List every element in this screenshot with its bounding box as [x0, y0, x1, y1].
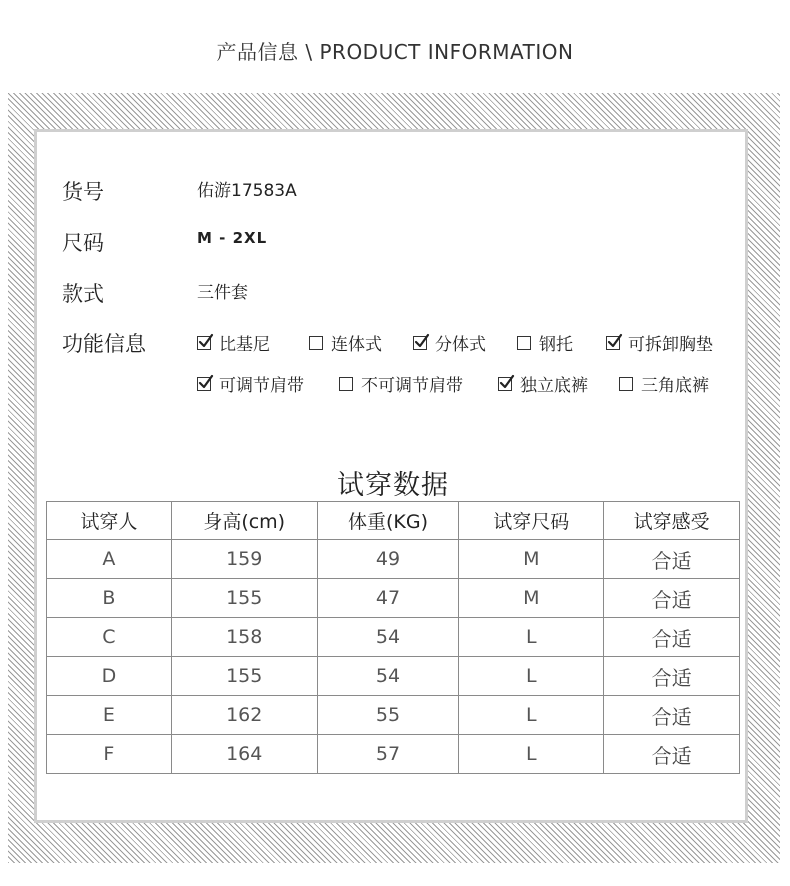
page-title: 产品信息 \ PRODUCT INFORMATION [216, 40, 574, 64]
function-option[interactable] [197, 371, 304, 396]
table-row [47, 618, 740, 657]
cell-weight: 47 [317, 579, 459, 618]
fit-table-title: 试穿数据 [337, 470, 449, 501]
cell-tester: B [47, 579, 172, 618]
cell-tester: E [47, 696, 172, 735]
cell-height: 155 [171, 579, 317, 618]
function-option[interactable] [517, 330, 573, 355]
function-option[interactable] [619, 371, 709, 396]
function-option[interactable] [309, 330, 382, 355]
header-feeling: 试穿感受 [604, 502, 740, 540]
table-row [47, 657, 740, 696]
function-option-label: 连体式 [331, 335, 382, 355]
size-label: 尺码 [62, 231, 104, 255]
header-tester: 试穿人 [47, 502, 172, 540]
sku-value: 佑游17583A [197, 181, 297, 201]
cell-size: L [459, 618, 604, 657]
cell-feeling: 合适 [604, 618, 740, 657]
cell-weight: 54 [317, 618, 459, 657]
table-row [47, 540, 740, 579]
cell-weight: 55 [317, 696, 459, 735]
style-label: 款式 [62, 282, 104, 306]
fit-table [46, 501, 740, 774]
checked-checkbox-icon[interactable] [606, 336, 620, 350]
cell-size: M [459, 579, 604, 618]
unchecked-checkbox-icon[interactable] [619, 377, 633, 391]
unchecked-checkbox-icon[interactable] [339, 377, 353, 391]
table-row [47, 696, 740, 735]
cell-size: M [459, 540, 604, 579]
function-option-label: 独立底裤 [520, 376, 588, 396]
function-option-label: 不可调节肩带 [361, 376, 463, 396]
checked-checkbox-icon[interactable] [197, 336, 211, 350]
function-label: 功能信息 [62, 332, 146, 356]
function-option-label: 可调节肩带 [219, 376, 304, 396]
function-option-label: 三角底裤 [641, 376, 709, 396]
header-weight: 体重(KG) [317, 502, 459, 540]
function-option-label: 可拆卸胸垫 [628, 335, 713, 355]
cell-height: 155 [171, 657, 317, 696]
function-option[interactable] [197, 330, 270, 355]
table-row [47, 735, 740, 774]
cell-tester: C [47, 618, 172, 657]
cell-height: 162 [171, 696, 317, 735]
table-header-row [47, 502, 740, 540]
header-size: 试穿尺码 [459, 502, 604, 540]
size-value: M - 2XL [197, 229, 268, 247]
cell-tester: D [47, 657, 172, 696]
style-value: 三件套 [197, 283, 248, 303]
table-row [47, 579, 740, 618]
cell-size: L [459, 735, 604, 774]
sku-label: 货号 [62, 180, 104, 204]
cell-tester: A [47, 540, 172, 579]
function-option[interactable] [606, 330, 713, 355]
function-option-label: 比基尼 [219, 335, 270, 355]
cell-weight: 57 [317, 735, 459, 774]
cell-weight: 54 [317, 657, 459, 696]
cell-feeling: 合适 [604, 579, 740, 618]
cell-feeling: 合适 [604, 696, 740, 735]
checked-checkbox-icon[interactable] [413, 336, 427, 350]
unchecked-checkbox-icon[interactable] [517, 336, 531, 350]
cell-feeling: 合适 [604, 540, 740, 579]
cell-tester: F [47, 735, 172, 774]
cell-height: 159 [171, 540, 317, 579]
function-option[interactable] [413, 330, 486, 355]
function-option-label: 钢托 [539, 335, 573, 355]
cell-feeling: 合适 [604, 657, 740, 696]
header-height: 身高(cm) [171, 502, 317, 540]
cell-feeling: 合适 [604, 735, 740, 774]
cell-size: L [459, 696, 604, 735]
function-option[interactable] [339, 371, 463, 396]
function-option-label: 分体式 [435, 335, 486, 355]
checked-checkbox-icon[interactable] [498, 377, 512, 391]
unchecked-checkbox-icon[interactable] [309, 336, 323, 350]
cell-size: L [459, 657, 604, 696]
cell-height: 158 [171, 618, 317, 657]
checked-checkbox-icon[interactable] [197, 377, 211, 391]
cell-weight: 49 [317, 540, 459, 579]
function-option[interactable] [498, 371, 588, 396]
cell-height: 164 [171, 735, 317, 774]
